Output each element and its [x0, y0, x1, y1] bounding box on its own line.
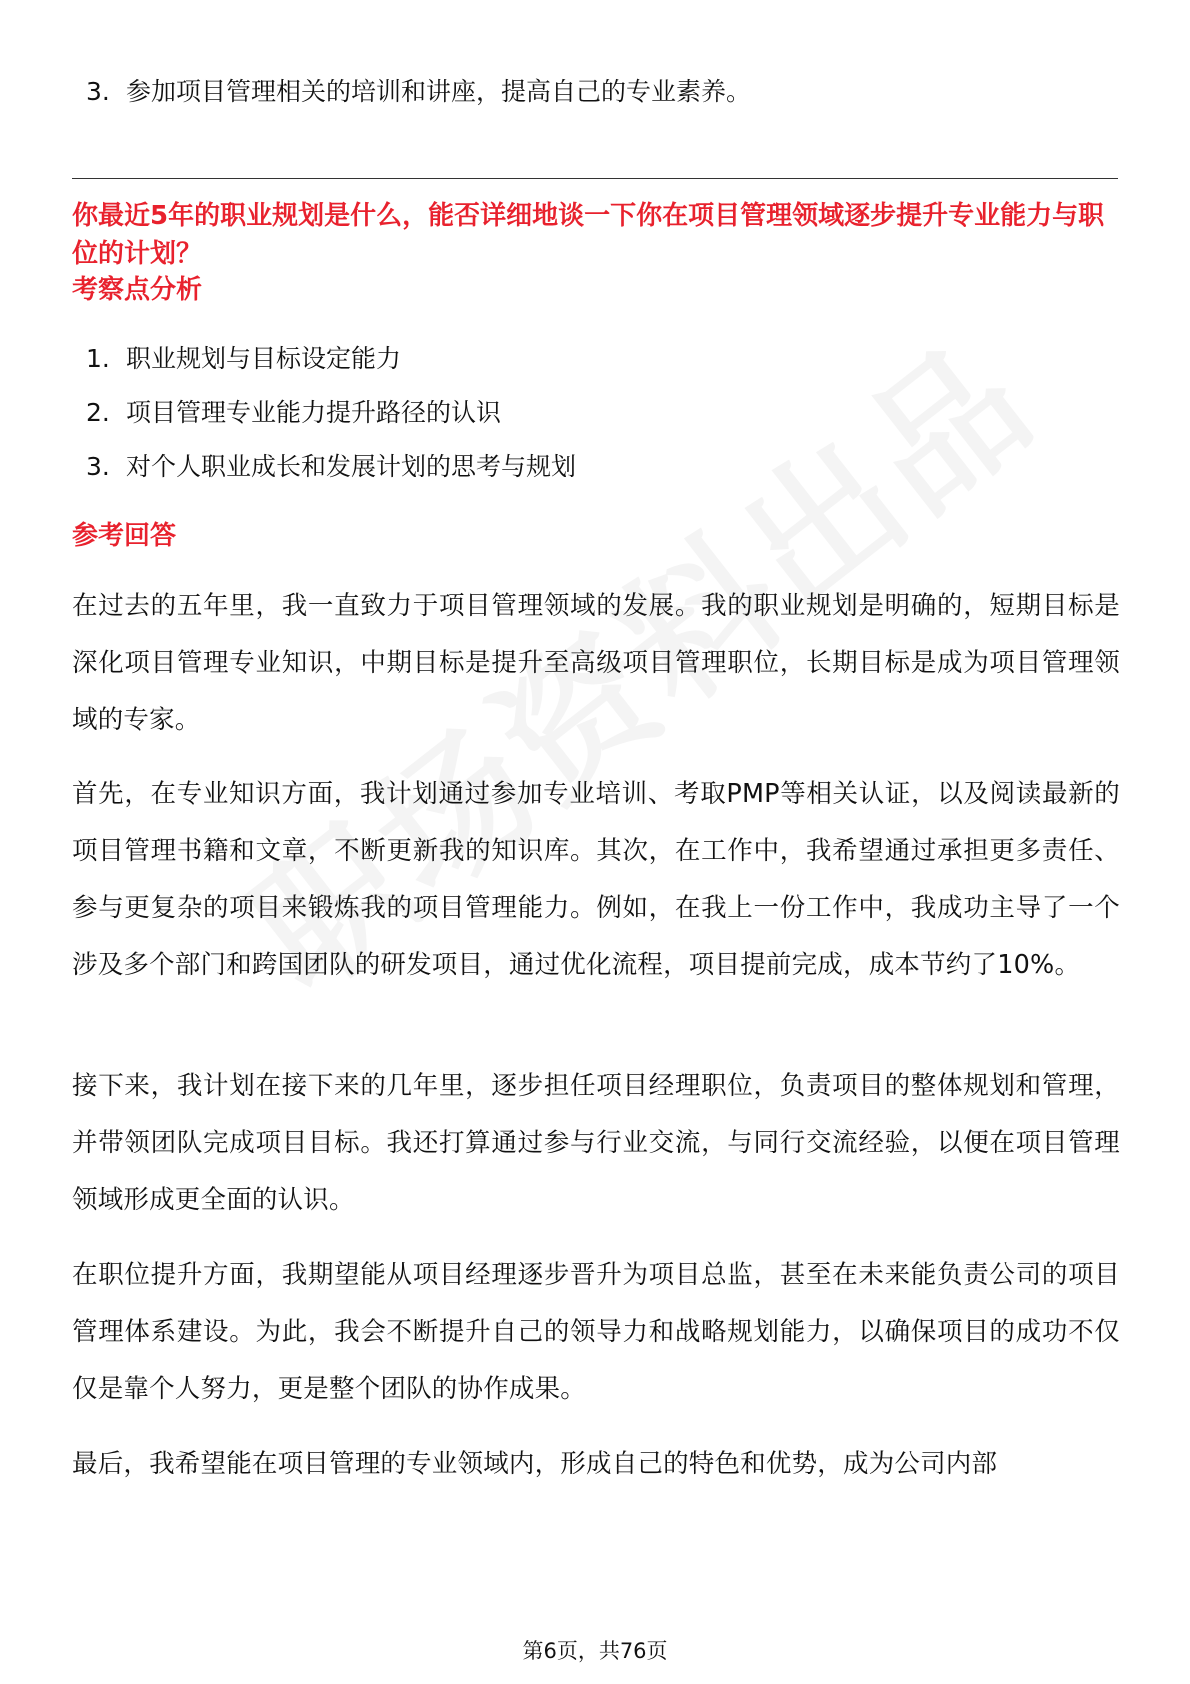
- list-text: 参加项目管理相关的培训和讲座，提高自己的专业素养。: [126, 77, 752, 106]
- section-divider: [72, 178, 1118, 179]
- answer-paragraph: 在职位提升方面，我期望能从项目经理逐步晋升为项目总监，甚至在未来能负责公司的项目管理体系建设。为此，我会不断提升自己的领导力和战略规划能力，以确保项目的成功不仅仅是靠个人努力，更是整个团队的协作成果。: [72, 1260, 1120, 1404]
- answer-paragraph: 在过去的五年里，我一直致力于项目管理领域的发展。我的职业规划是明确的，短期目标是深化项目管理专业知识，中期目标是提升至高级项目管理职位，长期目标是成为项目管理领域的专家。: [72, 591, 1120, 735]
- interview-question: 你最近5年的职业规划是什么，能否详细地谈一下你在项目管理领域逐步提升专业能力与职位的计划？: [72, 201, 1105, 269]
- list-text: 职业规划与目标设定能力: [126, 344, 402, 373]
- answer-paragraph: 接下来，我计划在接下来的几年里，逐步担任项目经理职位，负责项目的整体规划和管理，并带领团队完成项目目标。我还打算通过参与行业交流，与同行交流经验，以便在项目管理领域形成更全面的认识。: [72, 1071, 1120, 1215]
- list-item: [86, 396, 501, 430]
- list-number: 1.: [86, 344, 110, 373]
- answer-heading: 参考回答: [72, 521, 177, 551]
- list-text: 对个人职业成长和发展计划的思考与规划: [126, 452, 577, 481]
- page-footer: 第6页，共76页: [522, 1639, 668, 1663]
- list-item: [86, 450, 576, 484]
- list-number: 3.: [86, 77, 110, 106]
- list-item: [86, 342, 401, 376]
- list-number: 2.: [86, 398, 110, 427]
- list-item: [86, 75, 751, 109]
- analysis-heading: 考察点分析: [72, 275, 203, 305]
- answer-paragraph: 首先，在专业知识方面，我计划通过参加专业培训、考取PMP等相关认证，以及阅读最新的项目管理书籍和文章，不断更新我的知识库。其次，在工作中，我希望通过承担更多责任、参与更复杂的项目来锻炼我的项目管理能力。例如，在我上一份工作中，我成功主导了一个涉及多个部门和跨国团队的研发项目，通过优化流程，项目提前完成，成本节约了10%。: [72, 779, 1120, 980]
- list-number: 3.: [86, 452, 110, 481]
- list-text: 项目管理专业能力提升路径的认识: [126, 398, 502, 427]
- answer-paragraph: 最后，我希望能在项目管理的专业领域内，形成自己的特色和优势，成为公司内部: [72, 1449, 998, 1479]
